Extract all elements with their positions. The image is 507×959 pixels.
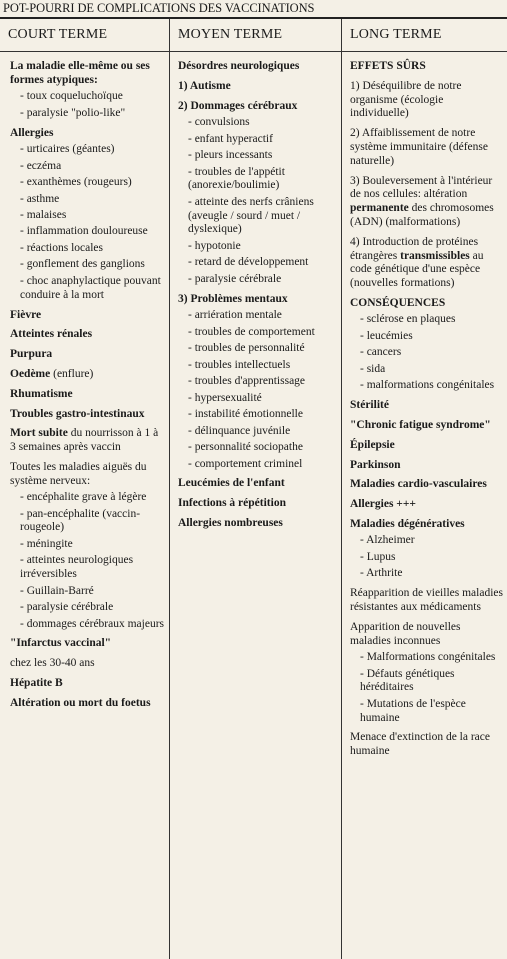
text: - gonflement des ganglions [20,258,145,271]
text: - inflammation douloureuse [20,225,148,238]
bold-text: Allergies nombreuses [178,516,283,529]
text-block [350,127,503,168]
bold-text: Rhumatisme [10,387,73,400]
list-item [178,441,337,455]
section-heading [178,60,337,74]
list-item [10,225,165,239]
section-heading [350,439,503,453]
bold-text: Fièvre [10,308,42,321]
text: - cancers [360,346,402,359]
section-heading [10,697,165,711]
bold-text: Oedème [10,367,51,380]
text: - malformations congénitales [360,379,495,392]
bold-text: Altération ou mort du foetus [10,696,151,709]
list-item [350,698,503,726]
list-item [350,379,503,393]
bold-text: CONSÉQUENCES [350,296,446,309]
bold-text: "Infarctus vaccinal" [10,637,112,650]
list-item [178,240,337,254]
text: - Lupus [360,550,396,563]
text: - arriération mentale [188,309,282,322]
bold-text: permanente [350,202,409,215]
text-block [350,621,503,649]
text: - asthme [20,192,60,205]
bold-text: Stérilité [350,399,389,412]
text: - paralysie cérébrale [188,272,282,285]
list-item [10,508,165,536]
list-item [178,133,337,147]
text: - Arthrite [360,567,403,580]
section-heading [350,459,503,473]
section-heading [178,293,337,307]
list-item [10,618,165,632]
list-item [350,363,503,377]
list-item [350,313,503,327]
table-title: POT-POURRI DE COMPLICATIONS DES VACCINATIONS [3,0,503,17]
text: des chromosomes (ADN) (malformations) [350,202,494,228]
list-item [350,651,503,665]
bold-text: 1) Autisme [178,79,231,92]
column-body [0,52,169,713]
text: 2) Affaiblissement de notre système immunitaire (défense naturelle) [350,127,488,167]
text: - convulsions [188,116,250,129]
list-item [10,538,165,552]
column-long-terme [342,19,507,959]
bold-text: Mort subite [10,427,68,440]
bold-text: Troubles gastro-intestinaux [10,407,145,420]
list-item [350,330,503,344]
list-item [10,160,165,174]
bold-text: Atteintes rénales [10,328,93,341]
text: - hypersexualité [188,391,262,404]
list-item [10,90,165,104]
bold-text: Hépatite B [10,677,63,690]
bold-text: Épilepsie [350,438,395,451]
text: - sida [360,362,386,375]
list-item [10,107,165,121]
text: du nourrisson à 1 à 3 semaines après vaccin [10,427,159,454]
list-item [350,534,503,548]
text: - toux coqueluchoïque [20,90,123,103]
bold-text: transmissibles [400,249,470,262]
list-item [350,567,503,581]
section-heading [350,419,503,433]
text: Réapparition de vieilles maladies résistantes aux médicaments [350,587,503,613]
text: - hypotonie [188,239,241,252]
section-heading [178,497,337,511]
bold-text: Allergies [10,126,54,139]
complications-table [0,17,507,959]
bold-text: EFFETS SÛRS [350,60,426,72]
bold-text: Désordres neurologiques [178,60,300,72]
text: chez les 30-40 ans [10,657,95,670]
list-item [350,551,503,565]
text: Toutes les maladies aiguës du système nerveux: [10,460,147,487]
section-heading [10,60,165,88]
section-heading [10,328,165,342]
text: - méningite [20,537,73,550]
list-item [178,375,337,389]
bold-text: Leucémies de l'enfant [178,477,285,490]
text: Menace d'extinction de la race humaine [350,731,490,758]
text: - comportement criminel [188,457,303,470]
text: - enfant hyperactif [188,132,273,145]
text: Apparition de nouvelles maladies inconnues [350,620,461,647]
list-item [178,309,337,323]
section-heading [10,348,165,362]
list-item [350,668,503,696]
text: - délinquance juvénile [188,424,291,437]
column-court-terme [0,19,170,959]
text: 4) Introduction de protéines étrangères [350,235,479,262]
text: - sclérose en plaques [360,313,456,326]
bold-text: "Chronic fatigue syndrome" [350,418,491,431]
list-item [10,585,165,599]
bold-text: 3) Problèmes mentaux [178,292,288,305]
section-heading [350,399,503,413]
section-heading [178,100,337,114]
list-item [10,242,165,256]
list-item [350,346,503,360]
text: - eczéma [20,159,62,172]
list-item [178,256,337,270]
text-block [350,587,503,615]
text: - troubles d'apprentissage [188,375,306,388]
column-body [342,52,507,762]
section-heading [350,478,503,492]
list-item [10,491,165,505]
section-heading [178,80,337,94]
text-block [10,461,165,489]
bold-text: Allergies +++ [350,498,416,511]
list-item [178,116,337,130]
text: - pleurs incessants [188,149,273,162]
text: - malaises [20,208,67,221]
section-heading [10,427,165,455]
list-item [178,273,337,287]
list-item [178,359,337,373]
section-heading [10,637,165,651]
text: - Malformations congénitales [360,651,496,664]
list-item [10,258,165,272]
text: - paralysie "polio-like" [20,106,126,119]
bold-text: La maladie elle-même ou ses formes atypiques: [10,60,150,86]
text: - Guillain-Barré [20,584,94,597]
text: - retard de développement [188,256,309,269]
text: - instabilité émotionnelle [188,408,303,421]
list-item [178,166,337,194]
text: - choc anaphylactique pouvant conduire à la mort [20,274,161,301]
text: - troubles intellectuels [188,358,291,371]
list-item [178,458,337,472]
text: - Mutations de l'espèce humaine [360,697,466,724]
bold-text: Infections à répétition [178,497,286,510]
bold-text: Maladies cardio-vasculaires [350,478,487,491]
text: - pan-encéphalite (vaccin-rougeole) [20,507,141,534]
text-block [350,731,503,759]
bold-text: Maladies dégénératives [350,517,465,530]
text: - paralysie cérébrale [20,601,114,614]
section-heading [10,388,165,402]
list-item [178,425,337,439]
text: - dommages cérébraux majeurs [20,617,165,630]
section-heading [350,518,503,532]
list-item [10,193,165,207]
text-block [350,175,503,230]
text: - Défauts génétiques héréditaires [360,667,455,694]
text: 1) Déséquilibre de notre organisme (écologie individuelle) [350,79,462,120]
list-item [178,326,337,340]
text-block [10,657,165,671]
list-item [10,554,165,582]
bold-text: Parkinson [350,458,401,471]
text-block [350,80,503,121]
list-item [178,408,337,422]
list-item [10,601,165,615]
column-body [170,52,341,533]
section-heading [10,127,165,141]
list-item [178,392,337,406]
text: 3) Bouleversement à l'intérieur de nos cellules: altération [350,174,493,201]
text: - atteintes neurologiques irréversibles [20,554,134,581]
section-heading [350,60,503,74]
text: - atteinte des nerfs crâniens (aveugle / sourd / muet / dyslexique) [188,195,314,236]
section-heading [178,477,337,491]
list-item [10,209,165,223]
list-item [10,176,165,190]
list-item [178,342,337,356]
text: - leucémies [360,329,413,342]
section-heading [10,408,165,422]
text: - encéphalite grave à légère [20,491,147,504]
bold-text: 2) Dommages cérébraux [178,99,298,112]
section-heading [178,517,337,531]
text: - personnalité sociopathe [188,441,303,454]
column-header: COURT TERME [0,19,169,52]
list-item [10,143,165,157]
column-moyen-terme [170,19,342,959]
list-item [178,149,337,163]
text: - Alzheimer [360,534,415,547]
section-heading [350,498,503,512]
text: - exanthèmes (rougeurs) [20,176,132,189]
text: (enflure) [50,367,94,380]
text: - troubles de l'appétit (anorexie/boulimie) [188,165,285,192]
section-heading [350,297,503,311]
text: au code génétique d'une espèce (nouvelles formations) [350,249,484,290]
text-block [350,236,503,291]
bold-text: Purpura [10,348,53,361]
column-header: MOYEN TERME [170,19,341,52]
section-heading [10,309,165,323]
list-item [178,196,337,237]
list-item [10,275,165,303]
section-heading [10,368,165,382]
text: - troubles de personnalité [188,342,305,355]
text: - urticaires (géantes) [20,143,115,156]
section-heading [10,677,165,691]
column-header: LONG TERME [342,19,507,52]
text: - réactions locales [20,241,104,254]
text: - troubles de comportement [188,325,315,338]
